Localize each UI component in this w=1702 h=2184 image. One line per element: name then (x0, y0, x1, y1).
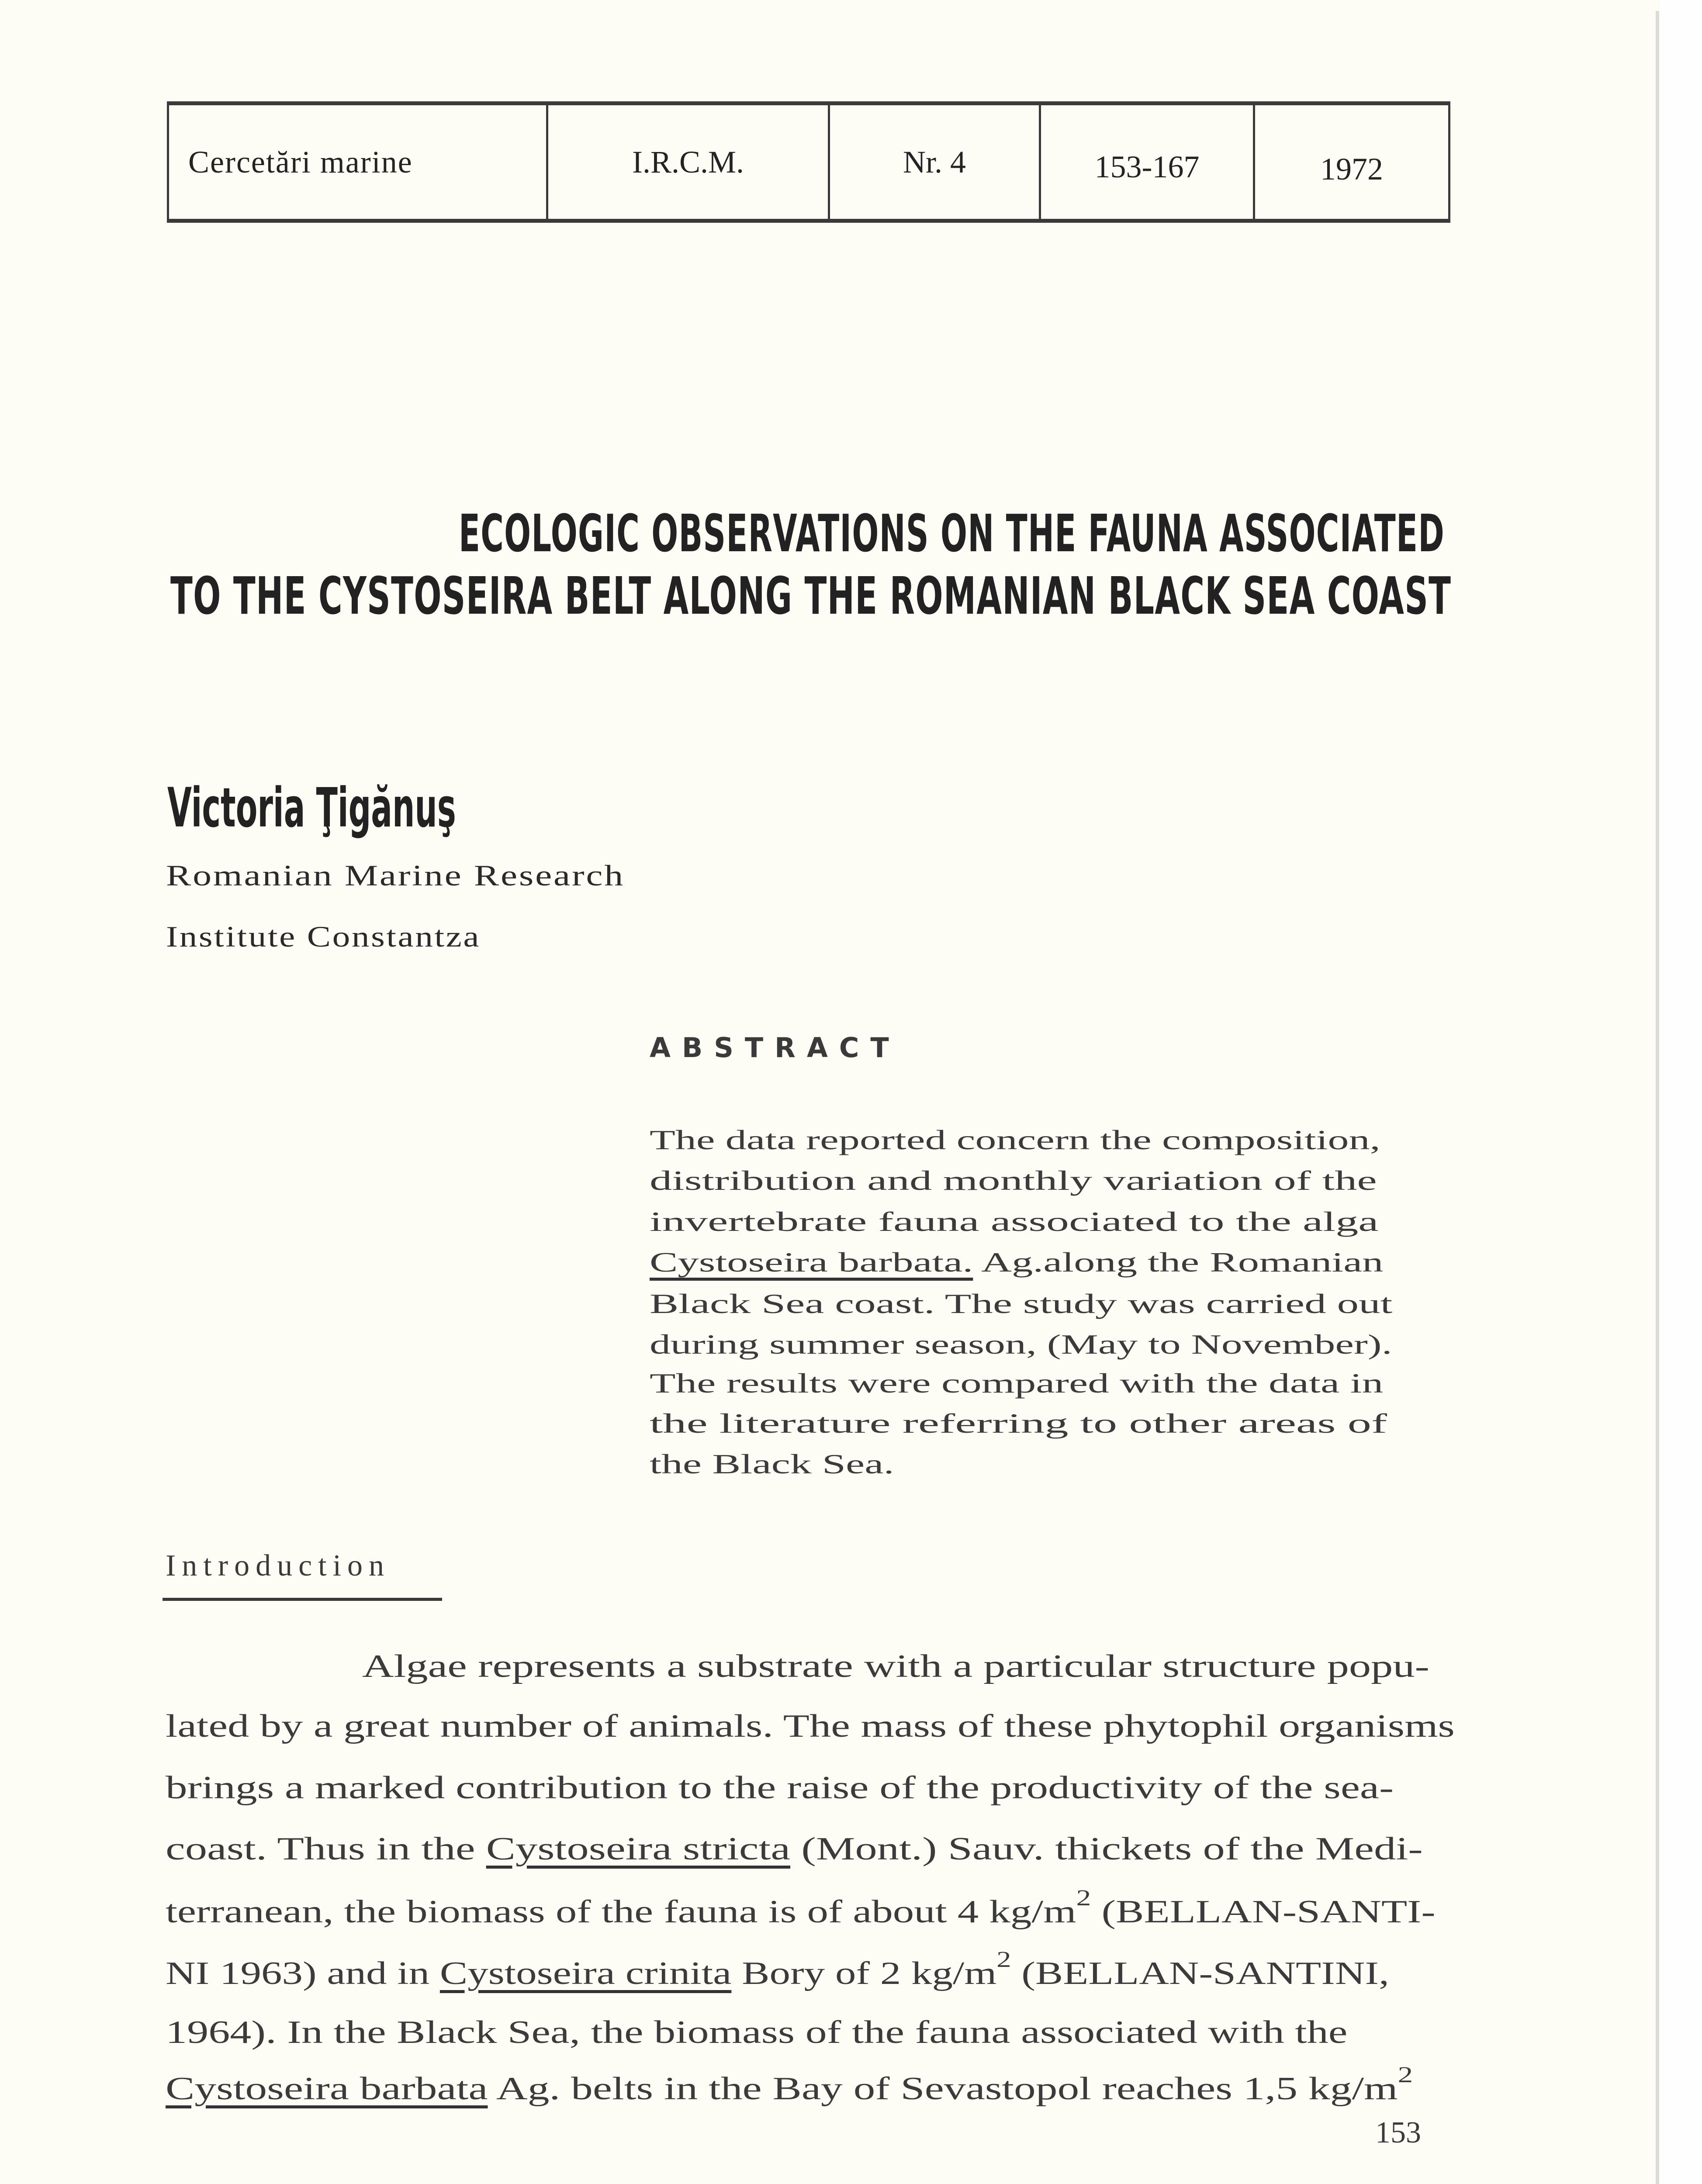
text-run: lated by a great number of animals. The mass of these phytophil organisms (166, 1708, 1455, 1744)
text-run: Bory of 2 kg/m (731, 1956, 997, 1991)
title-line-2: TO THE CYSTOSEIRA BELT ALONG THE ROMANIAN BLACK SEA COAST (170, 566, 1452, 626)
superscript: 2 (1076, 1886, 1091, 1911)
author-name: Victoria Ţigănuş (167, 777, 456, 840)
superscript: 2 (1398, 2063, 1413, 2088)
page-margin-right (1659, 0, 1702, 2184)
text-run: Ag.along the Romanian (973, 1247, 1384, 1278)
affiliation-line-1: Romanian Marine Research (166, 859, 625, 892)
abstract-line (650, 1450, 894, 1478)
affiliation-line-2: Institute Constantza (166, 920, 481, 953)
title-line-1: ECOLOGIC OBSERVATIONS ON THE FAUNA ASSOCIATED (459, 503, 1445, 563)
abstract-line (650, 1290, 1392, 1318)
text-run: the Black Sea. (650, 1448, 894, 1479)
abstract-heading: ABSTRACT (650, 1032, 900, 1064)
abstract-line (650, 1248, 1383, 1276)
journal-header-table (167, 101, 1450, 223)
superscript: 2 (996, 1947, 1011, 1973)
abstract-line (650, 1126, 1380, 1154)
publication-year: 1972 (1320, 152, 1383, 187)
text-run: the literature referring to other areas of (650, 1408, 1387, 1439)
introduction-line (166, 2063, 1413, 2107)
abstract-line (650, 1410, 1387, 1438)
text-run: invertebrate fauna associated to the alga (650, 1206, 1379, 1237)
text-run: 1964). In the Black Sea, the biomass of the fauna associated with the (166, 2015, 1348, 2050)
issue-number: Nr. 4 (830, 105, 1041, 219)
text-run: The data reported concern the composition, (650, 1124, 1380, 1155)
introduction-line (166, 2016, 1347, 2049)
text-run: (BELLAN-SANTINI, (1011, 1956, 1389, 1991)
text-run: Black Sea coast. The study was carried out (650, 1288, 1393, 1319)
introduction-underline (163, 1598, 442, 1601)
introduction-line (362, 1650, 1429, 1683)
underlined-taxon: Cystoseira crinita (439, 1956, 732, 1991)
text-run: terranean, the biomass of the fauna is of about 4 kg/m (166, 1894, 1076, 1930)
text-run: The results were compared with the data in (650, 1368, 1384, 1399)
institute-abbrev: I.R.C.M. (548, 105, 830, 219)
page-number: 153 (1375, 2116, 1421, 2149)
page-range: 153-167 (1041, 105, 1255, 219)
text-run: (BELLAN-SANTI- (1091, 1894, 1436, 1930)
underlined-taxon: Cystoseira stricta (486, 1831, 791, 1867)
introduction-line (166, 1886, 1436, 1930)
text-run: Algae represents a substrate with a particular structure popu- (362, 1648, 1429, 1684)
journal-name: Cercetări marine (169, 105, 548, 219)
text-run: Ag. belts in the Bay of Sevastopol reaches 1,5 kg/m (488, 2071, 1398, 2107)
underlined-taxon: Cystoseira barbata (166, 2071, 488, 2107)
abstract-line (650, 1330, 1392, 1358)
underlined-taxon: Cystoseira barbata. (650, 1247, 973, 1278)
introduction-heading: Introduction (166, 1549, 391, 1583)
introduction-line (166, 1772, 1394, 1804)
text-run: NI 1963) and in (166, 1956, 440, 1991)
text-run: during summer season, (May to November). (650, 1329, 1392, 1360)
introduction-line (166, 1947, 1389, 1991)
abstract-line (650, 1167, 1377, 1195)
text-run: coast. Thus in the (166, 1831, 486, 1867)
abstract-line (650, 1208, 1378, 1236)
page-edge-shadow (1656, 11, 1659, 2184)
abstract-line (650, 1369, 1383, 1397)
introduction-line (166, 1710, 1455, 1742)
introduction-line (166, 1833, 1423, 1865)
text-run: brings a marked contribution to the raise of the productivity of the sea- (166, 1770, 1394, 1806)
text-run: (Mont.) Sauv. thickets of the Medi- (790, 1831, 1423, 1867)
text-run: distribution and monthly variation of the (650, 1165, 1377, 1196)
